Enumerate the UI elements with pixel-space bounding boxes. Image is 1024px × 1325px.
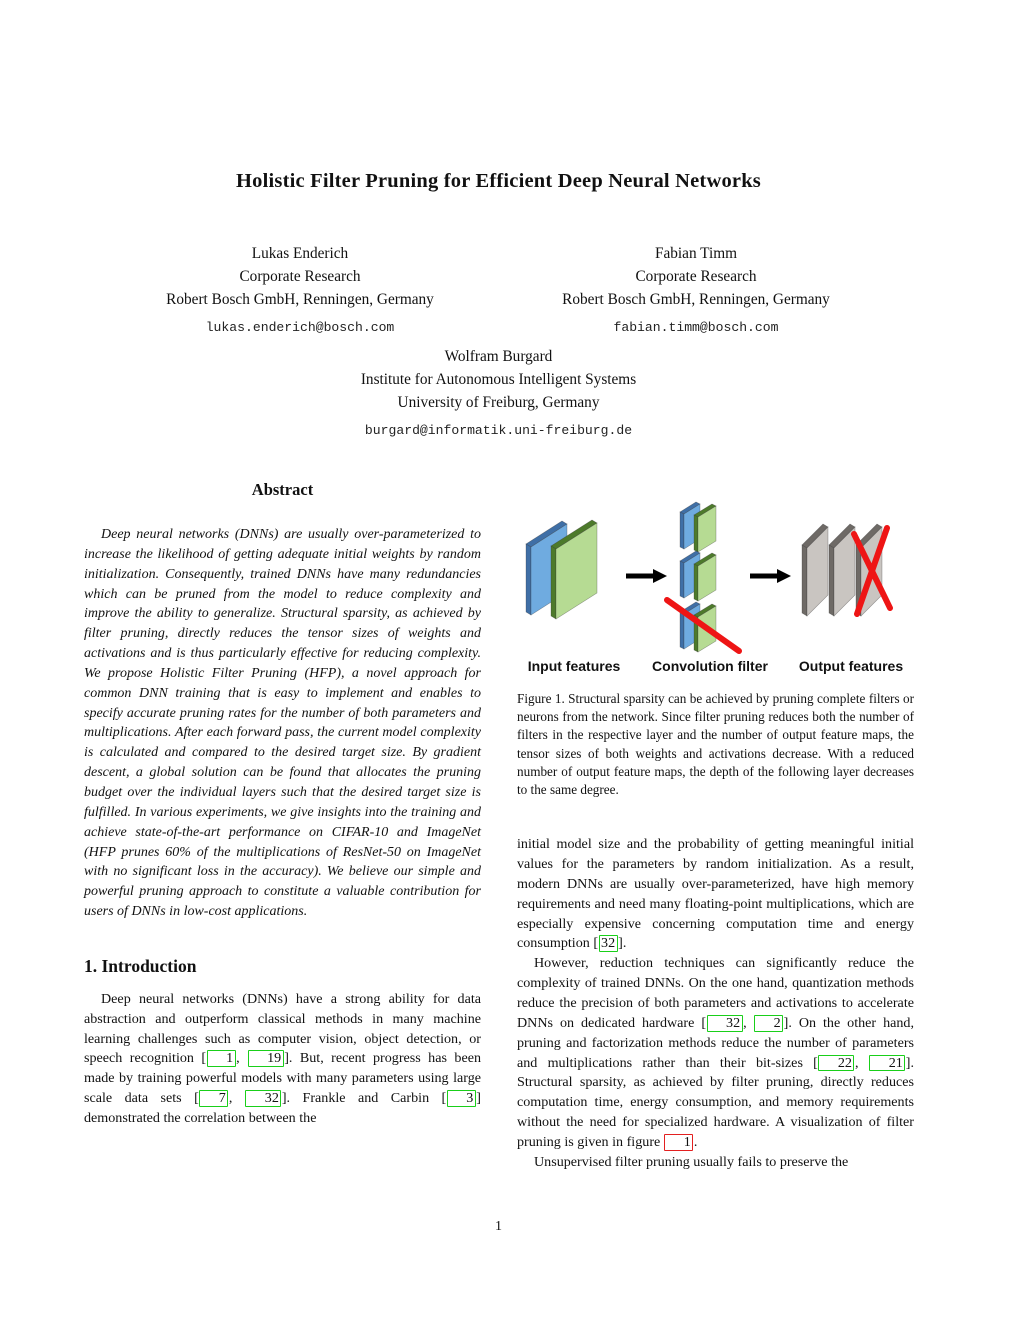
author-affiliation: Corporate Research: [239, 268, 361, 286]
arrow-icon: [750, 569, 791, 583]
citation-reference: 2: [754, 1015, 783, 1032]
citation-reference: 7: [199, 1090, 228, 1107]
author-affiliation: Robert Bosch GmbH, Renningen, Germany: [562, 291, 830, 309]
author-block-1: [102, 242, 498, 339]
author-affiliation: University of Freiburg, Germany: [397, 394, 600, 412]
figure1-labels: [517, 658, 914, 678]
citation-reference: 32: [707, 1015, 743, 1032]
author-email: lukas.enderich@bosch.com: [205, 319, 395, 335]
label-input-features: Input features: [527, 658, 621, 674]
author-affiliation: Corporate Research: [635, 268, 757, 286]
right-column: [517, 488, 914, 1173]
author-email: burgard@informatik.uni-freiburg.de: [364, 422, 633, 438]
body-paragraph: Unsupervised filter pruning usually fails to preserve the: [534, 1153, 849, 1170]
citation-reference: 22: [818, 1055, 854, 1072]
author-affiliation: Robert Bosch GmbH, Renningen, Germany: [166, 291, 434, 309]
figure1-caption: Figure 1. Structural sparsity can be achieved by pruning complete filters or neurons from the network. Since filter pruning reduces both the number of filters in the respective layer and the number of output feature maps, the tensor sizes of both weights and activations decrease. With a reduced number of output feature maps, the depth of the following layer decreases to the same degree.: [517, 691, 914, 798]
citation-reference: 32: [599, 935, 618, 952]
input-features-slabs: [526, 520, 597, 619]
section-heading-introduction: 1. Introduction: [84, 955, 197, 976]
citation-reference: 1: [207, 1050, 236, 1067]
paper-title: Holistic Filter Pruning for Efficient Deep Neural Networks: [236, 170, 761, 192]
citation-reference: 19: [248, 1050, 284, 1067]
label-convolution-filter: Convolution filter: [652, 658, 768, 674]
figure-reference: 1: [664, 1134, 693, 1151]
body-paragraph: However, reduction techniques can significantly reduce the complexity of trained DNNs. On the one hand, quantization methods reduce the precision of both parameters and activations to accelerate DNNs on dedicated hardware [ 32 , 2 ]. On the other hand, pruning and factorization methods reduce the number of parameters and multiplications rather than their bit-sizes [ 22 , 21 ]. Structural sparsity, as achieved by filter pruning, directly reduces computation time, energy consumption, and memory requirements without the need for specialized hardware. A visualization of filter pruning is given in figure 1 .: [517, 955, 914, 1150]
author-affiliation: Institute for Autonomous Intelligent Systems: [360, 371, 637, 389]
label-output-features: Output features: [798, 658, 904, 674]
authors-row: [102, 242, 894, 339]
introduction-paragraph: Deep neural networks (DNNs) have a strong ability for data abstraction and outperform classical methods in many machine learning challenges such as computer vision, object detection, or speech recognition [ 1 , 19 ]. But, recent progress has been made by training powerful models with many parameters using large scale data sets [ 7 , 32 ]. Frankle and Carbin [ 3 ] demonstrated the correlation between the: [84, 990, 481, 1126]
author-name: Wolfram Burgard: [444, 348, 553, 365]
citation-reference: 32: [245, 1090, 281, 1107]
abstract-text: Deep neural networks (DNNs) are usually over-parameterized to increase the likelihood of getting adequate initial weights by random initialization. Consequently, trained DNNs have many redundancies which can be pruned from the model to reduce complexity and improve the ability to generalize. Structural sparsity, as achieved by filter pruning, directly reduces the tensor sizes of weights and activations and is thus particularly effective for reducing complexity. We propose Holistic Filter Pruning (HFP), a novel approach for common DNN training that is easy to implement and enables to specify accurate pruning rates for the number of both parameters and multiplications. After each forward pass, the current model complexity is calculated and compared to the desired target size. By gradient descent, a global solution can be found that allocates the pruning budget over the individual layers such that the desired target size is fulfilled. In various experiments, we give insights into the training and achieve state-of-the-art performance on CIFAR-10 and ImageNet (HFP prunes 60% of the multiplications of ResNet-50 on ImageNet with no significant loss in the accuracy). We believe our simple and powerful pruning approach to constitute a valuable contribution for users of DNNs in low-cost applications.: [84, 527, 481, 920]
figure1-graphic: [517, 488, 914, 656]
abstract-heading: Abstract: [251, 480, 314, 499]
author-name: Lukas Enderich: [251, 245, 349, 262]
page-number: 1: [495, 1219, 502, 1234]
body-paragraph: initial model size and the probability of getting meaningful initial values for the parameters by random initialization. As a result, modern DNNs are usually over-parameterized, have high memory requirements and need many floating-point multiplications, which are especially expensive concerning computation time and energy consumption [ 32 ].: [517, 836, 914, 952]
author-name: Fabian Timm: [654, 245, 738, 262]
citation-reference: 21: [869, 1055, 905, 1072]
left-column: [84, 480, 481, 1129]
author-block-2: [498, 242, 894, 339]
citation-reference: 3: [447, 1090, 476, 1107]
arrow-icon: [626, 569, 667, 583]
author-email: fabian.timm@bosch.com: [613, 319, 779, 335]
author-block-3: [84, 345, 913, 442]
figure-1: [517, 488, 914, 799]
